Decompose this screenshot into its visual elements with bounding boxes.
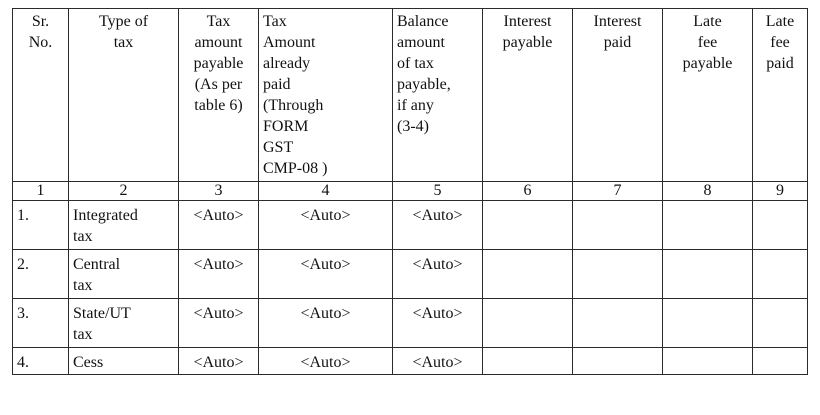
header-interest-payable: Interest payable [483,9,573,182]
balance-cell: <Auto> [393,299,483,348]
interest-payable-cell[interactable] [483,201,573,250]
late-fee-paid-cell[interactable] [753,201,808,250]
late-fee-paid-cell[interactable] [753,299,808,348]
column-number: 5 [393,182,483,201]
tax-payable-cell: <Auto> [179,299,259,348]
header-balance-amount: Balance amount of tax payable, if any (3-4) [393,9,483,182]
column-number: 1 [13,182,69,201]
tax-payable-cell: <Auto> [179,250,259,299]
type-of-tax-cell: Central tax [69,250,179,299]
tax-payment-table [12,8,808,375]
table-row-state-ut-tax [13,299,808,348]
header-type-of-tax: Type of tax [69,9,179,182]
column-number: 3 [179,182,259,201]
table-row-integrated-tax [13,201,808,250]
header-tax-amount-payable: Tax amount payable (As per table 6) [179,9,259,182]
interest-paid-cell[interactable] [573,299,663,348]
sr-no-cell: 2. [13,250,69,299]
column-number-row [13,182,808,201]
header-sr-no: Sr. No. [13,9,69,182]
type-of-tax-cell: State/UT tax [69,299,179,348]
interest-payable-cell[interactable] [483,348,573,375]
header-late-fee-paid: Late fee paid [753,9,808,182]
column-number: 4 [259,182,393,201]
late-fee-paid-cell[interactable] [753,250,808,299]
tax-paid-cell: <Auto> [259,201,393,250]
tax-payable-cell: <Auto> [179,201,259,250]
table-row-central-tax [13,250,808,299]
balance-cell: <Auto> [393,348,483,375]
interest-payable-cell[interactable] [483,299,573,348]
column-number: 6 [483,182,573,201]
tax-paid-cell: <Auto> [259,348,393,375]
interest-paid-cell[interactable] [573,348,663,375]
column-number: 9 [753,182,808,201]
tax-payment-table-container [12,8,808,375]
column-number: 2 [69,182,179,201]
late-fee-payable-cell[interactable] [663,250,753,299]
interest-paid-cell[interactable] [573,201,663,250]
sr-no-cell: 4. [13,348,69,375]
interest-paid-cell[interactable] [573,250,663,299]
late-fee-payable-cell[interactable] [663,299,753,348]
balance-cell: <Auto> [393,250,483,299]
type-of-tax-cell: Cess [69,348,179,375]
sr-no-cell: 3. [13,299,69,348]
sr-no-cell: 1. [13,201,69,250]
type-of-tax-cell: Integrated tax [69,201,179,250]
column-number: 8 [663,182,753,201]
interest-payable-cell[interactable] [483,250,573,299]
header-interest-paid: Interest paid [573,9,663,182]
tax-payable-cell: <Auto> [179,348,259,375]
tax-paid-cell: <Auto> [259,250,393,299]
balance-cell: <Auto> [393,201,483,250]
late-fee-payable-cell[interactable] [663,348,753,375]
late-fee-paid-cell[interactable] [753,348,808,375]
table-row-cess [13,348,808,375]
tax-paid-cell: <Auto> [259,299,393,348]
column-number: 7 [573,182,663,201]
header-row [13,9,808,182]
header-late-fee-payable: Late fee payable [663,9,753,182]
late-fee-payable-cell[interactable] [663,201,753,250]
header-tax-amount-already-paid: Tax Amount already paid (Through FORM GST CMP-08 ) [259,9,393,182]
